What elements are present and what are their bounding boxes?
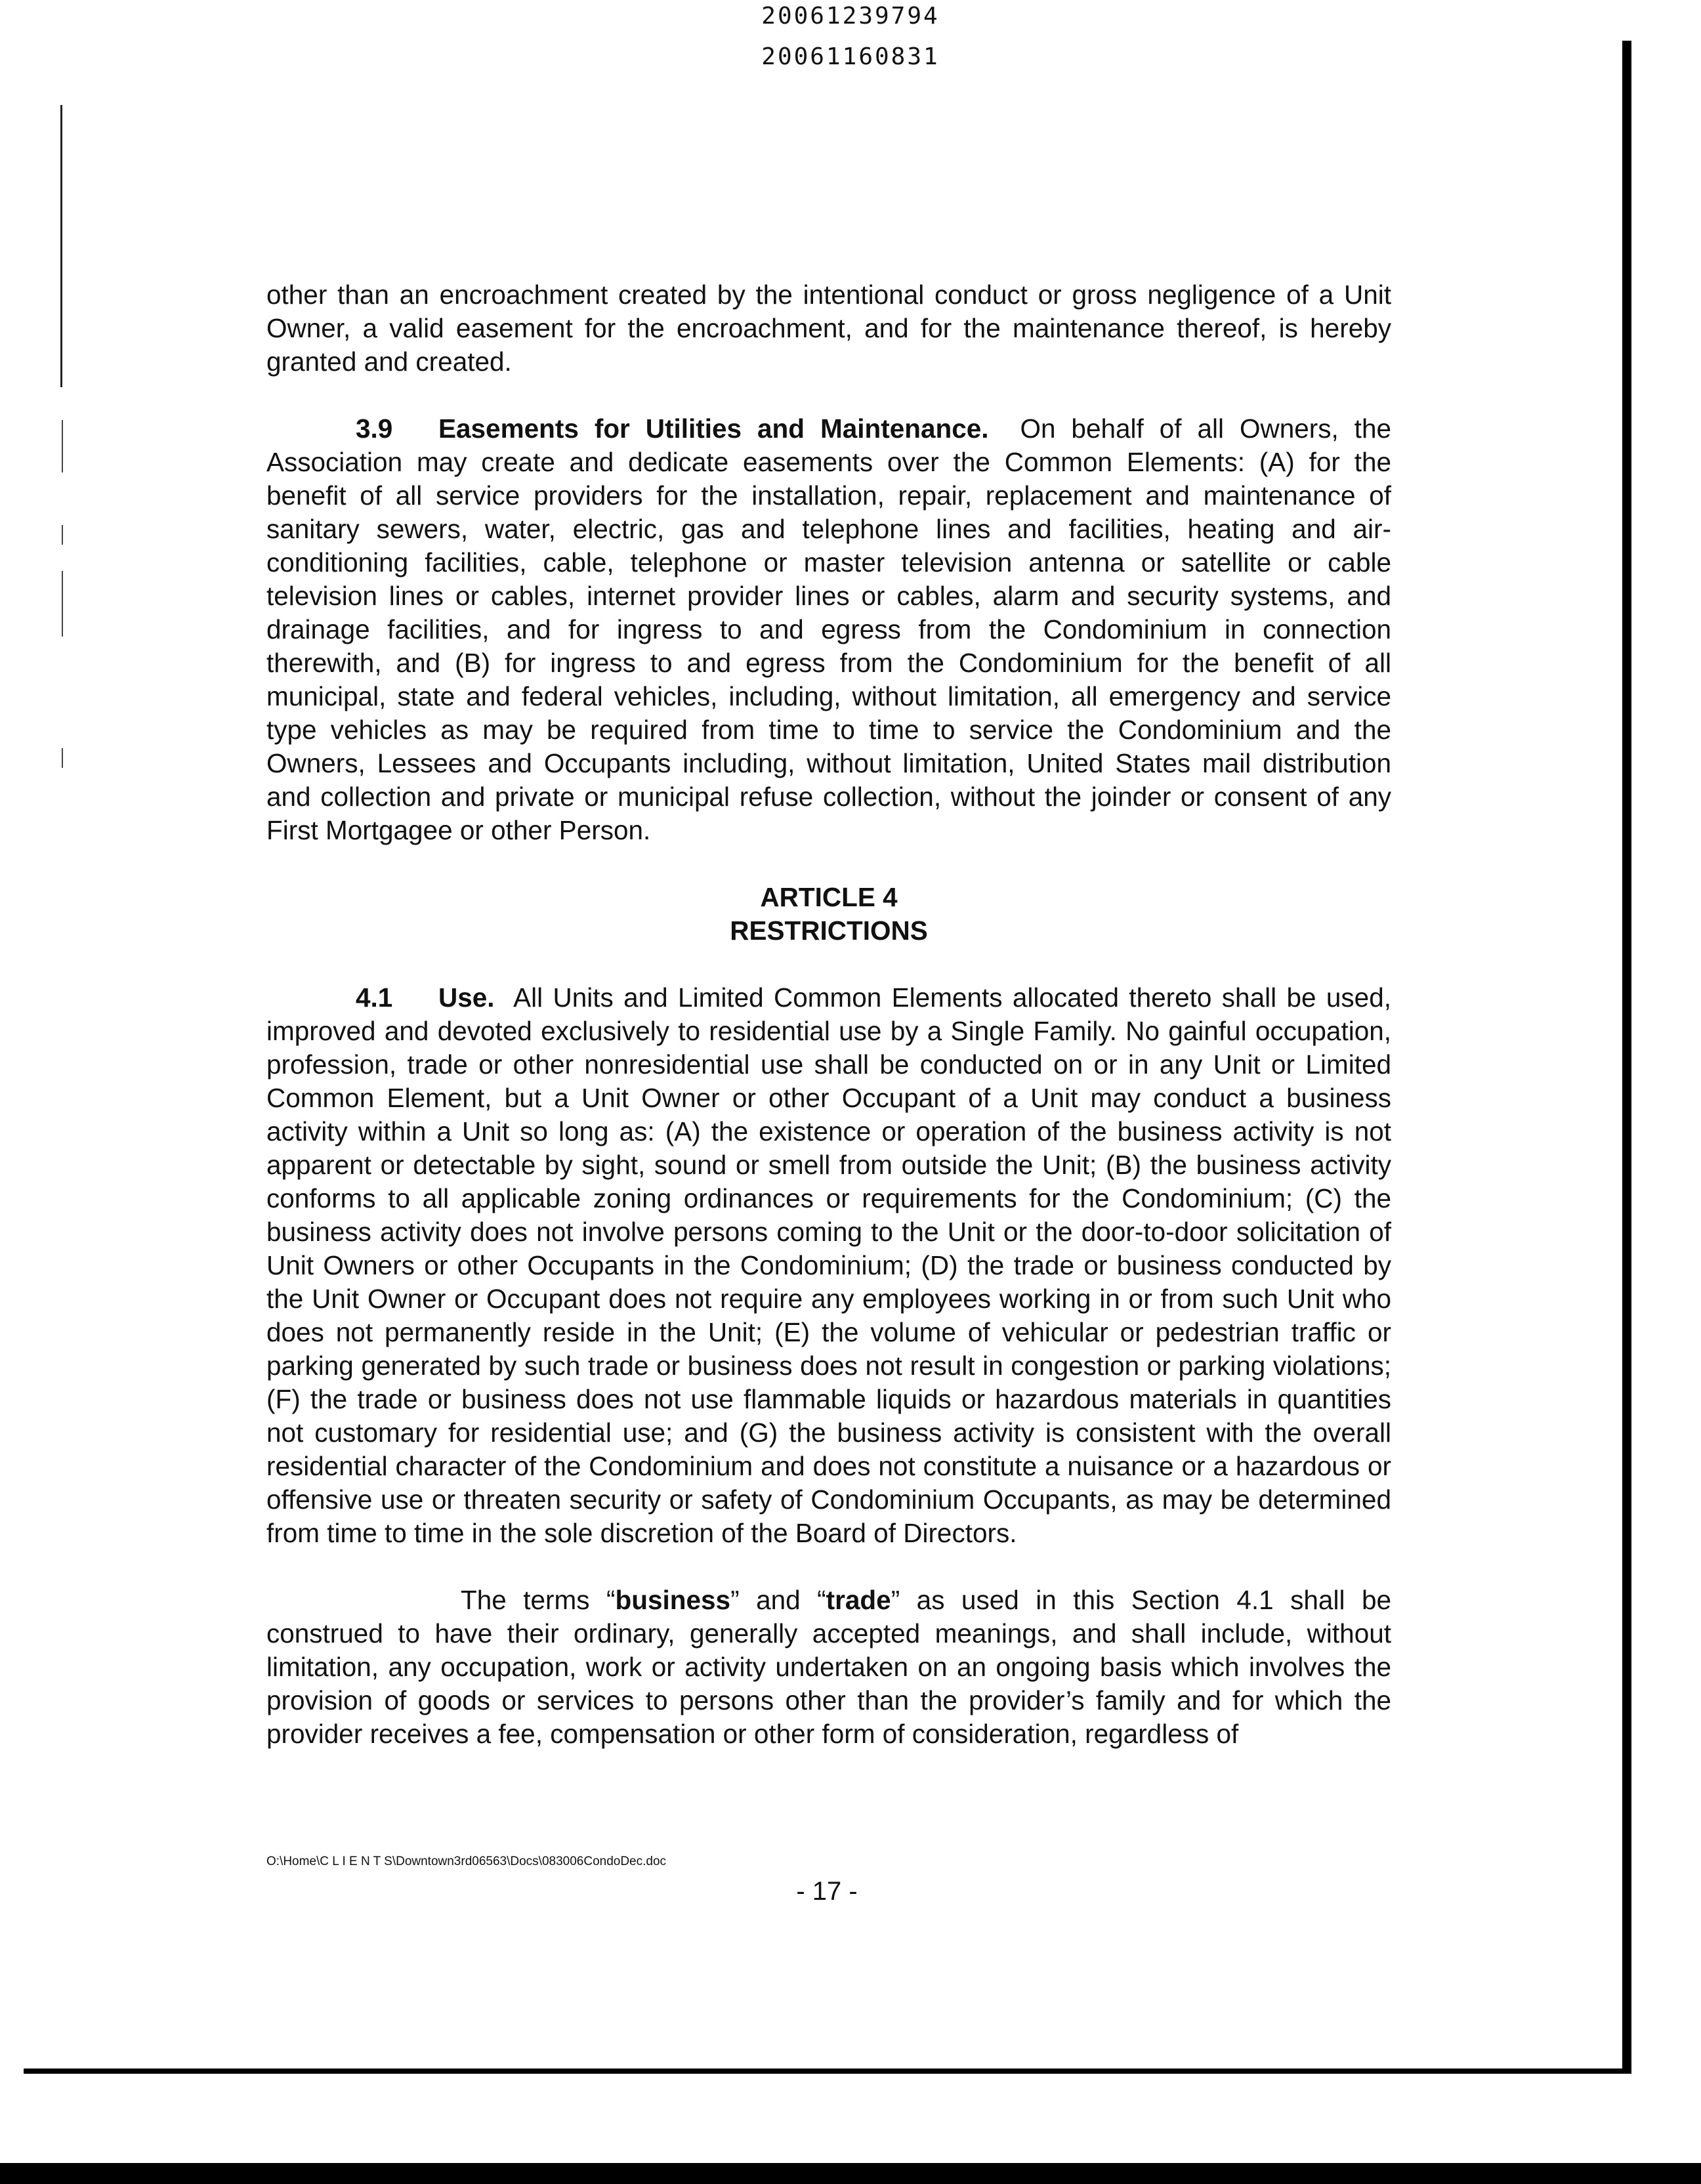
terms-rest: ” as used in this Section 4.1 shall be construed to have their ordinary, generally accepted meanings, and shall include, without limitation, any occupation, work or activity undertaken on an ongoing basis which involves the provision of goods or services to persons other than the provider’s family and for which the provider receives a fee, compensation or other form of consideration, regardless of xyxy=(266,1585,1391,1749)
terms-lead: The terms “ xyxy=(461,1585,616,1615)
section-number: 4.1 xyxy=(356,982,393,1013)
section-text: On behalf of all Owners, the Association may create and dedicate easements over the Common Elements: (A) for the benefit of all service providers for the installation, repair, replacement and maintenance of sanitary sewers, water, electric, gas and telephone lines and facilities, heating and air-conditioning facilities, cable, telephone or master television antenna or satellite or cable television lines or cables, internet provider lines or cables, alarm and security systems, and drainage facilities, and for ingress to and egress from the Condominium in connection therewith, and (B) for ingress to and egress from the Condominium for the benefit of all municipal, state and federal vehicles, including, without limitation, all emergency and service type vehicles as may be required from time to time to service the Condominium and the Owners, Lessees and Occupants including, without limitation, United States mail distribution and collection and private or municipal refuse collection, without the joinder or consent of any First Mortgagee or other Person. xyxy=(266,413,1391,845)
page-number: - 17 - xyxy=(796,1877,858,1906)
section-title: Easements for Utilities and Maintenance. xyxy=(438,413,989,444)
article-title: RESTRICTIONS xyxy=(730,915,928,946)
scan-border-right xyxy=(1622,41,1631,2072)
article-number: ARTICLE 4 xyxy=(760,882,898,912)
terms-mid: ” and “ xyxy=(730,1585,826,1615)
defined-term: trade xyxy=(826,1585,891,1615)
section-text: All Units and Limited Common Elements allocated thereto shall be used, improved and devoted exclusively to residential use by a Single Family. No gainful occupation, profession, trade or other nonresidential use shall be conducted on or in any Unit or Limited Common Element, but a Unit Owner or other Occupant of a Unit may conduct a business activity within a Unit so long as: (A) the existence or operation of the business activity is not apparent or detectable by sight, sound or smell from outside the Unit; (B) the business activity conforms to all applicable zoning ordinances or requirements for the Condominium; (C) the business activity does not involve persons coming to the Unit or the door-to-door solicitation of Unit Owners or other Occupants in the Condominium; (D) the trade or business conducted by the Unit Owner or Occupant does not require any employees working in or from such Unit who does not permanently reside in the Unit; (E) the volume of vehicular or pedestrian traffic or parking generated by such trade or business does not result in congestion or parking violations; (F) the trade or business does not use flammable liquids or hazardous materials in quantities not customary for residential use; and (G) the business activity is consistent with the overall residential character of the Condominium and does not constitute a nuisance or a hazardous or offensive use or threaten security or safety of Condominium Occupants, as may be determined from time to time in the sole discretion of the Board of Directors. xyxy=(266,982,1391,1548)
terms-paragraph xyxy=(266,1584,1391,1751)
scan-bottom-band xyxy=(0,2163,1701,2184)
section-number: 3.9 xyxy=(356,413,393,444)
scan-left-edge-mark xyxy=(62,525,63,545)
section-4-1 xyxy=(266,981,1391,1550)
scan-left-edge-mark xyxy=(62,748,63,768)
continuation-paragraph: other than an encroachment created by the intentional conduct or gross negligence of a Unit Owner, a valid easement for the encroachment, and for the maintenance thereof, is hereby granted and created. xyxy=(266,280,1391,377)
scan-left-edge-mark xyxy=(62,571,63,637)
section-title: Use. xyxy=(438,982,495,1013)
scan-left-edge-mark xyxy=(62,420,63,472)
defined-term: business xyxy=(615,1585,731,1615)
section-3-9 xyxy=(266,412,1391,847)
scan-left-edge-mark xyxy=(60,105,62,387)
document-body xyxy=(266,278,1391,1751)
footer-file-path: O:\Home\C L I E N T S\Downtown3rd06563\Docs\083006CondoDec.doc xyxy=(266,1855,667,1868)
recording-number: 20061160831 xyxy=(761,43,940,70)
scan-border-bottom xyxy=(24,2068,1631,2074)
recording-number: 20061239794 xyxy=(761,3,940,30)
